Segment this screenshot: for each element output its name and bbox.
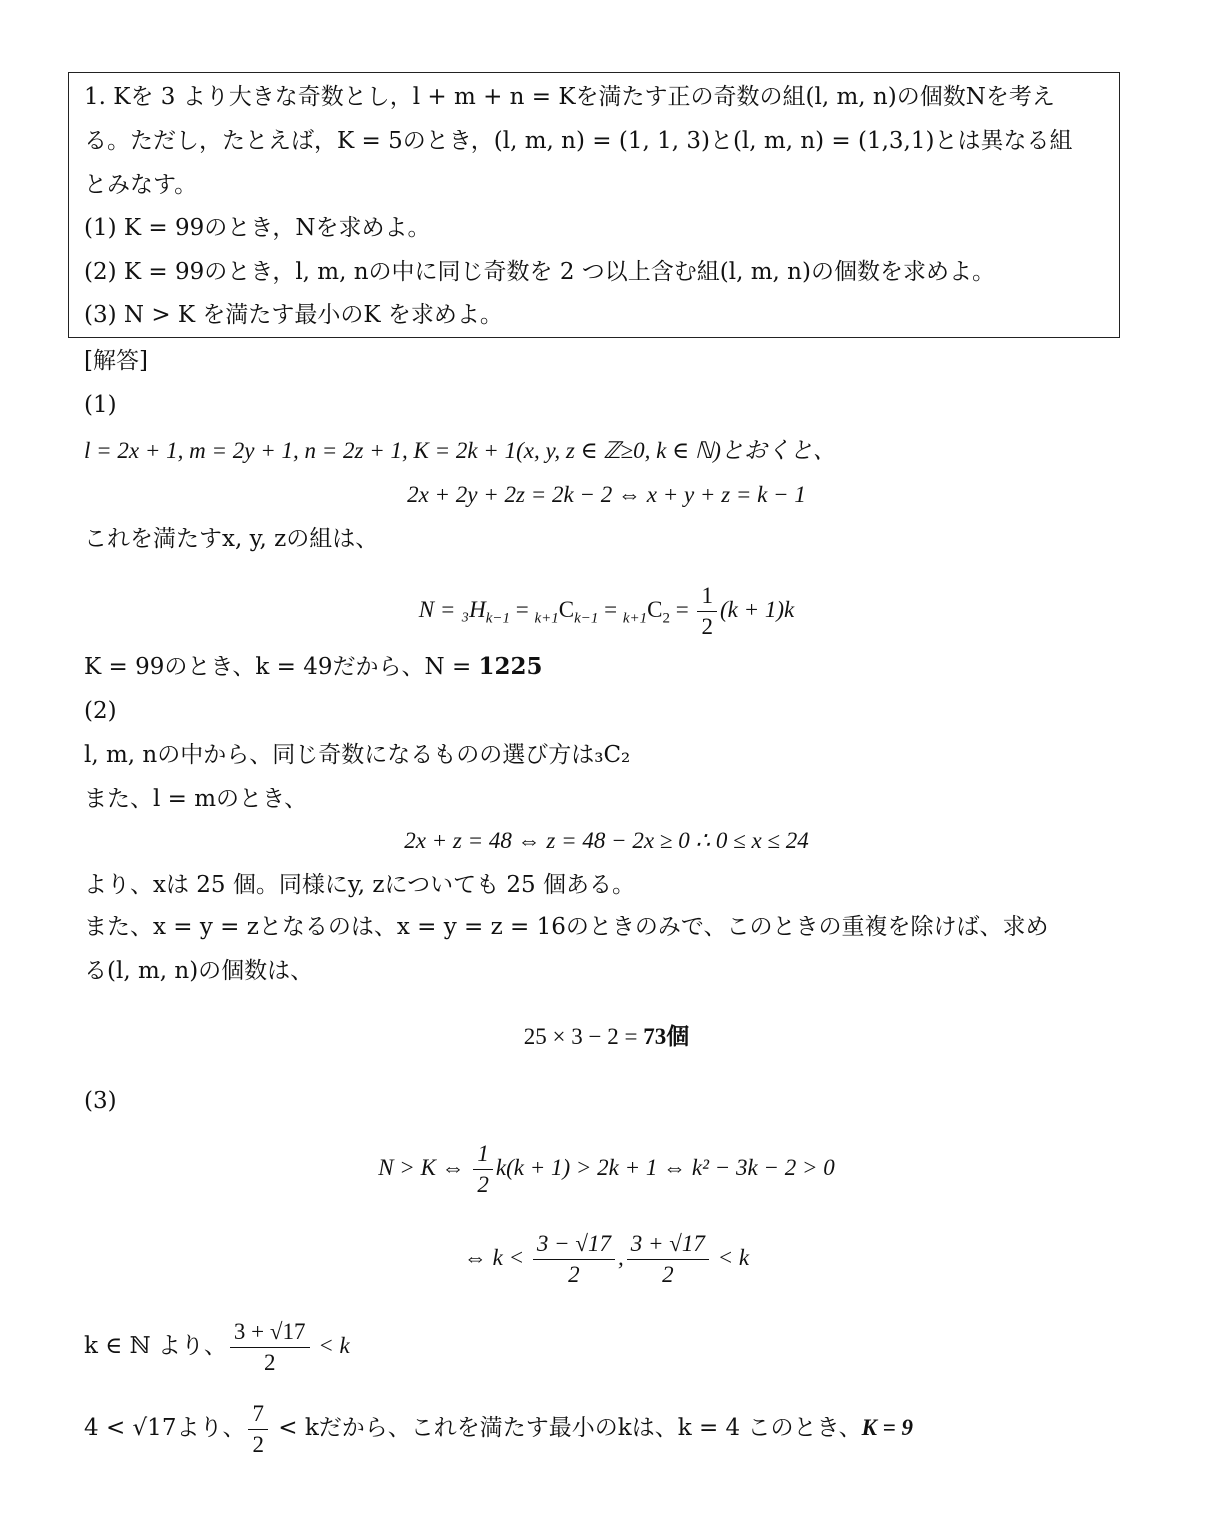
part-3-text2-post: < kだから、これを満たす最小のkは、k = 4 このとき、 <box>270 1415 862 1441</box>
fraction-one-half <box>697 582 717 641</box>
part-2-text-4: また、x = y = zとなるのは、x = y = z = 16のときのみで、このときの重複を除けば、求め <box>84 914 1049 940</box>
eq-C1: C <box>558 597 575 622</box>
question-2: (2) K = 99のとき，l, m, nの中に同じ奇数を 2 つ以上含む組(l, m, n)の個数を求めよ。 <box>84 259 995 285</box>
part-1-equation-2 <box>0 580 1213 649</box>
fraction-numerator: 3 + √17 <box>627 1230 709 1260</box>
fraction-denominator: 2 <box>662 1262 674 1288</box>
part-3-eq1-post: k(k + 1) > 2k + 1 ⇔ k² − 3k − 2 > 0 <box>495 1155 835 1180</box>
part-3-equation-1 <box>0 1136 1213 1200</box>
question-1: (1) K = 99のとき，Nを求めよ。 <box>84 215 431 241</box>
eq-C1-subscript: k−1 <box>574 610 599 627</box>
answer-heading: [解答] <box>84 348 148 374</box>
part-3-text-1 <box>84 1314 350 1378</box>
fraction-denominator: 2 <box>263 1349 276 1375</box>
part-3-eq2-comma: , <box>618 1245 624 1270</box>
fraction-denominator: 2 <box>252 1431 264 1457</box>
fraction-denominator: 2 <box>701 614 713 640</box>
fraction-root-plus <box>627 1230 709 1289</box>
eq-C2: C <box>647 597 663 622</box>
part-3-eq1-pre: N > K ⇔ <box>378 1155 471 1180</box>
part-3-text2-pre: 4 < √17より、 <box>84 1415 246 1441</box>
part-1-label: (1) <box>84 392 117 418</box>
part-3-text1-post: < k <box>312 1333 350 1358</box>
part-3-eq2-post: < k <box>711 1245 750 1270</box>
eq-C2-subscript: 2 <box>662 610 670 627</box>
part-2-text-1: l, m, nの中から、同じ奇数になるものの選び方は₃C₂ <box>84 742 631 768</box>
fraction-denominator: 2 <box>477 1172 489 1198</box>
part-2-text-5: る(l, m, n)の個数は、 <box>84 958 314 984</box>
part-1-setup: l = 2x + 1, m = 2y + 1, n = 2z + 1, K = 2k + 1(x, y, z ∈ ℤ≥0, k ∈ ℕ)とおくと、 <box>84 438 836 463</box>
eq-equals-2: = <box>598 597 623 622</box>
fraction-denominator: 2 <box>568 1262 580 1288</box>
fraction-seven-halves <box>248 1400 268 1459</box>
problem-line-3: とみなす。 <box>84 172 198 198</box>
problem-line-2: る。ただし，たとえば，K = 5のとき，(l, m, n) = (1, 1, 3)と(l, m, n) = (1,3,1)とは異なる組 <box>84 128 1073 154</box>
fraction-numerator: 1 <box>697 582 717 612</box>
part-2-result-value: 73個 <box>643 1024 690 1049</box>
part-3-text-2 <box>84 1396 913 1460</box>
part-3-result: K = 9 <box>861 1415 914 1440</box>
eq-equals-3: = <box>670 597 695 622</box>
part-1-result-value: 1225 <box>478 653 543 680</box>
part-1-result-text: K = 99のとき、k = 49だから、N = <box>84 654 479 680</box>
eq-equals-1: = <box>510 597 535 622</box>
fraction-root-plus <box>230 1318 310 1377</box>
fraction-one-half <box>473 1140 493 1199</box>
part-3-eq2-pre: ⇔ k < <box>463 1245 530 1270</box>
fraction-numerator: 7 <box>248 1400 268 1430</box>
part-2-eq-expression: 25 × 3 − 2 = <box>523 1024 644 1049</box>
eq-tail: (k + 1)k <box>719 597 795 622</box>
fraction-numerator: 3 + √17 <box>230 1318 310 1348</box>
fraction-numerator: 3 − √17 <box>533 1230 615 1260</box>
part-3-equation-2 <box>0 1226 1213 1290</box>
eq-H-subscript: k−1 <box>485 610 510 627</box>
eq-C2-left-index: k+1 <box>622 610 648 627</box>
part-1-text-1: これを満たすx, y, zの組は、 <box>84 526 379 552</box>
part-3-text1-pre: k ∈ ℕ より、 <box>84 1333 227 1359</box>
problem-line-1: 1. Kを 3 より大きな奇数とし，l + m + n = Kを満たす正の奇数の組(l, m, n)の個数Nを考え <box>84 84 1055 110</box>
fraction-numerator: 1 <box>473 1140 493 1170</box>
part-2-text-2: また、l = mのとき、 <box>84 786 308 812</box>
eq-C1-left-index: k+1 <box>534 610 559 627</box>
part-3-label: (3) <box>84 1088 117 1114</box>
part-1-result <box>84 652 543 682</box>
question-3: (3) N > K を満たす最小のK を求めよ。 <box>84 302 503 328</box>
part-2-equation-1: 2x + z = 48 ⇔ z = 48 − 2x ≥ 0 ∴ 0 ≤ x ≤ 24 <box>404 828 809 853</box>
part-1-equation-1: 2x + 2y + 2z = 2k − 2 ⇔ x + y + z = k − 1 <box>407 482 806 507</box>
fraction-root-minus <box>533 1230 615 1289</box>
part-2-equation-2 <box>0 1022 1213 1052</box>
part-2-label: (2) <box>84 698 117 724</box>
part-2-text-3: より、xは 25 個。同様にy, zについても 25 個ある。 <box>84 872 635 898</box>
eq-N-3H: N = ₃H <box>418 597 486 622</box>
